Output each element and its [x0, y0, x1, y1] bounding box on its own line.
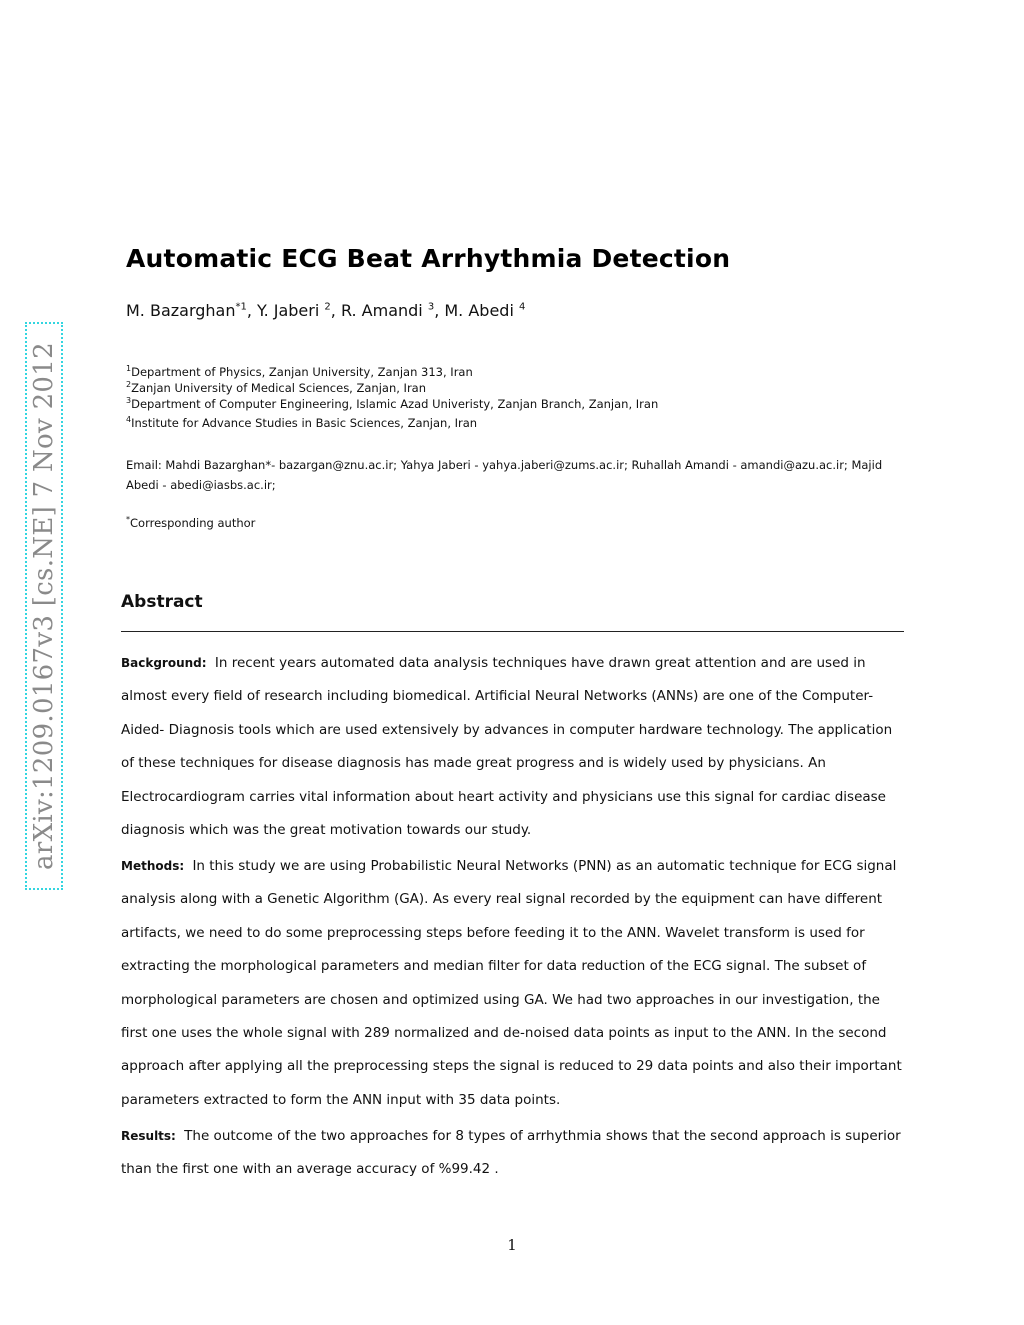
- author-list: M. Bazarghan$^{*1}$, Y. Jaberi $^2$, R. Amandi $^3$, M. Abedi $^4$: [126, 301, 526, 320]
- affiliation-item: $^3$Department of Computer Engineering, Islamic Azad Univeristy, Zanjan Branch, Zanjan, Iran: [126, 396, 659, 411]
- abstract-heading: Abstract: [121, 592, 203, 612]
- email-contacts: Email: Mahdi Bazarghan*- bazargan@znu.ac.ir; Yahya Jaberi - yahya.jaberi@zums.ac.ir; Ruhallah Amandi - amandi@azu.ac.ir; Majid Abedi - abedi@iasbs.ac.ir;: [126, 458, 883, 492]
- methods-label: Methods:: [121, 859, 185, 873]
- affiliation-item: $^1$Department of Physics, Zanjan University, Zanjan 313, Iran: [126, 364, 473, 379]
- abstract-results: [121, 1120, 906, 1187]
- background-label: Background:: [121, 656, 207, 670]
- author-name: Y. Jaberi: [257, 301, 325, 320]
- methods-text: In this study we are using Probabilistic Neural Networks (PNN) as an automatic technique for ECG signal analysis along with a Genetic Algorithm (GA). As every real signal recorded by the equipment can have different artifacts, we need to do some preprocessing steps before feeding it to the ANN. Wavelet transform is used for extracting the morphological parameters and median filter for data reduction of the ECG signal. The subset of morphological parameters are chosen and optimized using GA. We had two approaches in our investigation, the first one uses the whole signal with 289 normalized and de-noised data points as input to the ANN. In the second approach after applying all the preprocessing steps the signal is reduced to 29 data points and also their important parameters extracted to form the ANN input with 35 data points.: [121, 858, 902, 1108]
- affiliation-item: $^4$Institute for Advance Studies in Basic Sciences, Zanjan, Iran: [126, 415, 478, 430]
- author-affiliation-mark: 2: [324, 301, 331, 313]
- author-affiliation-mark: *1: [235, 301, 247, 313]
- background-text: In recent years automated data analysis techniques have drawn great attention and are used in almost every field of research including biomedical. Artificial Neural Networks (ANNs) are one of the Computer-Aided- Diagnosis tools which are used extensively by advances in computer hardware technology. The application of these techniques for disease diagnosis has made great progress and is widely used by physicians. An Electrocardiogram carries vital information about heart activity and physicians use this signal for cardiac disease diagnosis which was the great motivation towards our study.: [121, 655, 893, 839]
- results-label: Results:: [121, 1129, 176, 1143]
- author-name: M. Bazarghan: [126, 301, 236, 320]
- author-name: R. Amandi: [340, 301, 428, 320]
- corresponding-author-note: *Corresponding author: [126, 515, 256, 530]
- page-number: 1: [507, 1236, 517, 1254]
- author-affiliation-mark: 3: [427, 301, 435, 313]
- affiliation-list: [126, 364, 658, 431]
- paper-title: Automatic ECG Beat Arrhythmia Detection: [126, 244, 731, 273]
- author-affiliation-mark: 4: [518, 301, 526, 313]
- abstract-background: [121, 647, 906, 847]
- results-text: The outcome of the two approaches for 8 types of arrhythmia shows that the second approach is superior than the first one with an average accuracy of %99.42 .: [121, 1128, 901, 1178]
- arxiv-stamp: [25, 322, 63, 890]
- arxiv-stamp-text: arXiv:1209.0167v3 [cs.NE] 7 Nov 2012: [29, 342, 59, 870]
- abstract-methods: [121, 850, 906, 1117]
- abstract-divider: [121, 631, 904, 632]
- author-name: M. Abedi: [444, 301, 519, 320]
- affiliation-item: $^2$Zanjan University of Medical Sciences, Zanjan, Iran: [126, 380, 427, 395]
